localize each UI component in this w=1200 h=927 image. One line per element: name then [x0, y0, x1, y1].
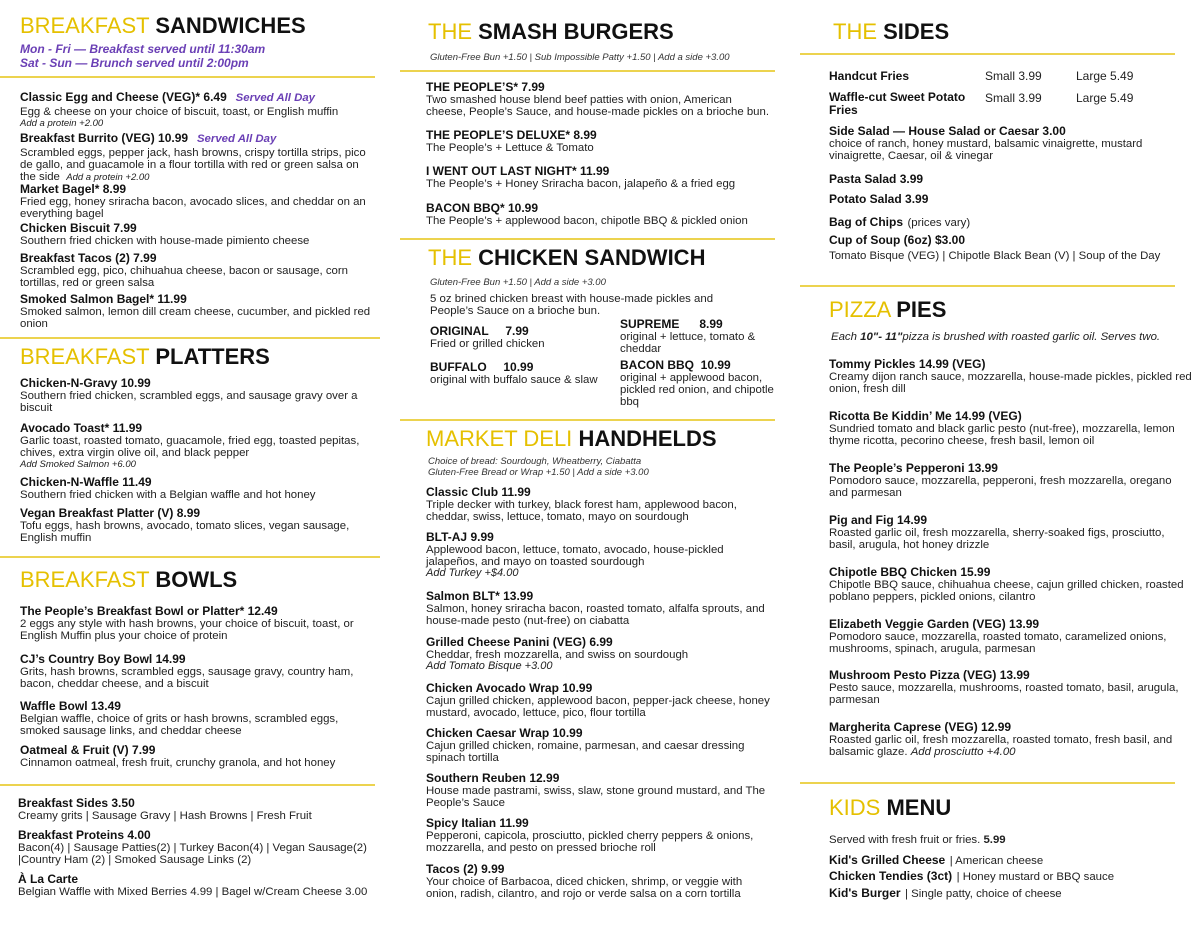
- section-divider: [0, 337, 380, 339]
- title-light: KIDS: [829, 795, 881, 820]
- item-description: Two smashed house blend beef patties with onion, American cheese, People’s Sauce, and house-made pickles on a brioche bun.: [426, 94, 770, 118]
- menu-item: [20, 700, 375, 737]
- title-light: BREAKFAST: [20, 344, 150, 369]
- item-description: The People’s + applewood bacon, chipotle BBQ & pickled onion: [426, 215, 748, 227]
- item-name: THE PEOPLE’S DELUXE* 8.99: [426, 128, 597, 142]
- item-name: À La Carte: [18, 872, 79, 886]
- menu-item: [829, 669, 1192, 706]
- section-title-breakfast-platters: [20, 345, 270, 369]
- chicken-option: [430, 325, 615, 350]
- item-name: Chicken Caesar Wrap 10.99: [426, 726, 583, 740]
- item-name: Classic Club 11.99: [426, 485, 531, 499]
- item-description: House made pastrami, swiss, slaw, stone ground mustard, and The People’s Sauce: [426, 785, 766, 809]
- item-description: Creamy dijon ranch sauce, mozzarella, house-made pickles, pickled red onion, fresh dill: [829, 371, 1192, 395]
- item-name: Market Bagel* 8.99: [20, 182, 127, 196]
- chicken-option: [430, 361, 615, 386]
- item-note: Add a protein +2.00: [66, 172, 150, 183]
- menu-item: [18, 873, 375, 898]
- item-name: Waffle Bowl 13.49: [20, 699, 121, 713]
- option-name: BUFFALO: [430, 360, 487, 374]
- menu-item: [20, 605, 375, 642]
- item-description: Tofu eggs, hash browns, avocado, tomato slices, vegan sausage, English muffin: [20, 520, 350, 544]
- menu-item: [426, 531, 771, 579]
- weekend-hours: Sat - Sun — Brunch served until 2:00pm: [20, 56, 249, 70]
- section-title-breakfast-bowls: [20, 568, 237, 592]
- deli-modifiers: [428, 456, 649, 478]
- title-bold: CHICKEN SANDWICH: [478, 245, 706, 270]
- item-description: Scrambled eggs, pepper jack, hash browns, crispy tortilla strips, pico de gallo, and guacamole in a flour tortilla with red or green salsa on the side: [20, 147, 366, 183]
- title-bold: PLATTERS: [155, 344, 270, 369]
- menu-item: [426, 636, 771, 672]
- option-name: SUPREME: [620, 317, 680, 331]
- small-price: Small 3.99: [985, 69, 1042, 83]
- option-name: ORIGINAL: [430, 324, 489, 338]
- fries-name: Waffle-cut Sweet Potato Fries: [829, 90, 966, 117]
- item-description: Pomodoro sauce, mozzarella, roasted tomato, caramelized onions, mushrooms, spinach, arugula, parmesan: [829, 631, 1167, 655]
- option-price: 7.99: [505, 324, 529, 338]
- menu-item: [829, 566, 1192, 603]
- chicken-modifiers: Gluten-Free Bun +1.50 | Add a side +3.00: [430, 277, 606, 288]
- menu-item: [20, 507, 375, 544]
- subtitle-pre: Each: [831, 331, 861, 343]
- menu-item: [829, 125, 1192, 162]
- item-name: Mushroom Pesto Pizza (VEG) 13.99: [829, 668, 1030, 682]
- item-description: Scrambled egg, pico, chihuahua cheese, bacon or sausage, corn tortillas, red or green salsa: [20, 265, 349, 289]
- title-bold: HANDHELDS: [578, 426, 717, 451]
- item-name: Ricotta Be Kiddin’ Me 14.99 (VEG): [829, 409, 1022, 423]
- item-description: Belgian waffle, choice of grits or hash browns, scrambled eggs, smoked sausage links, and cheddar cheese: [20, 713, 339, 737]
- section-title-kids-menu: [829, 796, 951, 820]
- item-name: Breakfast Proteins 4.00: [18, 828, 151, 842]
- weekday-hours: Mon - Fri — Breakfast served until 11:30am: [20, 42, 266, 56]
- title-light: BREAKFAST: [20, 567, 150, 592]
- section-title-pizza-pies: [829, 298, 946, 322]
- pizza-subtitle: [831, 331, 1160, 343]
- section-divider: [0, 556, 380, 558]
- item-name: Chicken Tendies (3ct): [829, 869, 953, 883]
- menu-item: [426, 486, 771, 523]
- lunch-column: [400, 0, 775, 927]
- item-name: Oatmeal & Fruit (V) 7.99: [20, 743, 156, 757]
- item-name: Side Salad — House Salad or Caesar 3.00: [829, 124, 1066, 138]
- item-name: Breakfast Sides 3.50: [18, 796, 135, 810]
- title-bold: SMASH BURGERS: [478, 19, 674, 44]
- item-description: Creamy grits | Sausage Gravy | Hash Browns | Fresh Fruit: [18, 810, 312, 822]
- menu-item: [829, 234, 1192, 262]
- menu-item: [20, 222, 375, 247]
- item-description: Roasted garlic oil, fresh mozzarella, roasted tomato, fresh basil, and balsamic glaze.: [829, 734, 1173, 758]
- title-light: THE: [833, 19, 877, 44]
- menu-item: [829, 358, 1192, 395]
- item-description: The People’s + Lettuce & Tomato: [426, 142, 594, 154]
- small-price: Small 3.99: [985, 91, 1042, 105]
- title-bold: PIES: [896, 297, 947, 322]
- menu-item: [829, 462, 1192, 499]
- menu-item: [426, 727, 771, 764]
- item-description: 2 eggs any style with hash browns, your choice of biscuit, toast, or English Muffin plus your choice of protein: [20, 618, 354, 642]
- item-name: Vegan Breakfast Platter (V) 8.99: [20, 506, 201, 520]
- kids-price: 5.99: [983, 834, 1006, 846]
- item-note: Add Smoked Salmon +6.00: [20, 459, 136, 470]
- menu-item: [829, 884, 1192, 902]
- item-name: BLT-AJ 9.99: [426, 530, 494, 544]
- item-name: BACON BBQ* 10.99: [426, 201, 539, 215]
- title-light: THE: [428, 19, 472, 44]
- chicken-option: [620, 359, 775, 408]
- menu-item: [426, 682, 771, 719]
- large-price: Large 5.49: [1076, 91, 1134, 105]
- item-name: Pig and Fig 14.99: [829, 513, 928, 527]
- menu-item: [426, 863, 771, 900]
- item-description: Pepperoni, capicola, prosciutto, pickled cherry peppers & onions, mozzarella, and pesto on pressed brioche roll: [426, 830, 754, 854]
- menu-item: [426, 165, 771, 190]
- fries-name: Handcut Fries: [829, 69, 910, 83]
- item-description: Garlic toast, roasted tomato, guacamole, fried egg, toasted pepitas, chives, extra virgin olive oil, and black pepper: [20, 435, 360, 459]
- menu-item: [20, 88, 375, 129]
- item-name: Chipotle BBQ Chicken 15.99: [829, 565, 991, 579]
- item-name: Kid's Grilled Cheese: [829, 853, 946, 867]
- item-name: Breakfast Tacos (2) 7.99: [20, 251, 157, 265]
- section-divider: [400, 419, 775, 421]
- menu-item: [20, 252, 375, 289]
- item-description: Smoked salmon, lemon dill cream cheese, cucumber, and pickled red onion: [20, 306, 371, 330]
- menu-item: [20, 476, 375, 501]
- item-name: Elizabeth Veggie Garden (VEG) 13.99: [829, 617, 1040, 631]
- chicken-option: [620, 318, 775, 355]
- menu-item: [18, 829, 375, 866]
- item-name: Kid's Burger: [829, 886, 901, 900]
- item-description: Cheddar, fresh mozzarella, and swiss on sourdough: [426, 649, 689, 661]
- item-description: | Honey mustard or BBQ sauce: [956, 871, 1115, 883]
- item-description: choice of ranch, honey mustard, balsamic vinaigrette, mustard vinaigrette, Caesar, oil & vinegar: [829, 138, 1143, 162]
- option-name: BACON BBQ: [620, 358, 694, 372]
- menu-item: [20, 129, 375, 183]
- burger-modifiers: Gluten-Free Bun +1.50 | Sub Impossible Patty +1.50 | Add a side +3.00: [430, 52, 730, 63]
- item-description: Belgian Waffle with Mixed Berries 4.99 | Bagel w/Cream Cheese 3.00: [18, 886, 368, 898]
- title-light: PIZZA: [829, 297, 891, 322]
- served-all-day-tag: Served All Day: [196, 133, 277, 145]
- section-title-smash-burgers: [428, 20, 674, 44]
- item-name: Southern Reuben 12.99: [426, 771, 560, 785]
- menu-item: [20, 653, 375, 690]
- bread-choice: Choice of bread: Sourdough, Wheatberry, Ciabatta: [428, 456, 642, 467]
- subtitle-post: pizza is brushed with roasted garlic oil. Serves two.: [902, 331, 1161, 343]
- item-name: Chicken-N-Waffle 11.49: [20, 475, 152, 489]
- item-description: Bacon(4) | Sausage Patties(2) | Turkey Bacon(4) | Vegan Sausage(2) |Country Ham (2) | Smoked Sausage Links (2): [18, 842, 367, 866]
- item-name: Classic Egg and Cheese (VEG)* 6.49: [20, 90, 227, 104]
- item-name: Salmon BLT* 13.99: [426, 589, 534, 603]
- item-name: Chicken Biscuit 7.99: [20, 221, 137, 235]
- item-note: Add Turkey +$4.00: [426, 567, 519, 579]
- menu-item: [20, 183, 375, 220]
- item-description: Fried egg, honey sriracha bacon, avocado slices, and cheddar on an everything bagel: [20, 196, 366, 220]
- option-price: 10.99: [503, 360, 534, 374]
- section-divider: [0, 76, 375, 78]
- section-divider: [400, 70, 775, 72]
- title-light: MARKET DELI: [426, 426, 573, 451]
- menu-item: [20, 293, 375, 330]
- item-name: Potato Salad 3.99: [829, 192, 929, 206]
- item-description: | Single patty, choice of cheese: [904, 888, 1062, 900]
- item-description: Tomato Bisque (VEG) | Chipotle Black Bean (V) | Soup of the Day: [829, 250, 1161, 262]
- item-description: Grits, hash browns, scrambled eggs, sausage gravy, country ham, bacon, cheddar cheese, and a biscuit: [20, 666, 354, 690]
- menu-item: [829, 213, 1192, 231]
- item-description: Southern fried chicken with a Belgian waffle and hot honey: [20, 489, 316, 501]
- menu-item: [426, 817, 771, 854]
- section-divider: [800, 53, 1175, 55]
- menu-item: [829, 618, 1192, 655]
- item-description: Sundried tomato and black garlic pesto (nut-free), mozzarella, lemon thyme ricotta, pecorino cheese, fresh basil, lemon oil: [829, 423, 1175, 447]
- menu-item: [829, 867, 1192, 885]
- item-name: Avocado Toast* 11.99: [20, 421, 143, 435]
- section-title-sides: [833, 20, 949, 44]
- sides-pizza-kids-column: [800, 0, 1200, 927]
- breakfast-column: [0, 0, 383, 927]
- section-title-chicken-sandwich: [428, 246, 705, 270]
- menu-item: [426, 772, 771, 809]
- item-description: Cajun grilled chicken, applewood bacon, pepper-jack cheese, honey mustard, avocado, lettuce, pico, flour tortilla: [426, 695, 770, 719]
- menu-item: [829, 514, 1192, 551]
- item-name: Grilled Cheese Panini (VEG) 6.99: [426, 635, 613, 649]
- item-name: Tommy Pickles 14.99 (VEG): [829, 357, 986, 371]
- item-name: I WENT OUT LAST NIGHT* 11.99: [426, 164, 610, 178]
- item-description: Your choice of Barbacoa, diced chicken, shrimp, or veggie with onion, radish, cilantro, and rojo or verde salsa on a corn tortilla: [426, 876, 743, 900]
- pizza-size: 10"- 11": [860, 331, 903, 343]
- chicken-intro: 5 oz brined chicken breast with house-made pickles and People’s Sauce on a brioche bun.: [430, 293, 714, 317]
- menu-item: [426, 129, 771, 154]
- title-bold: SANDWICHES: [155, 13, 306, 38]
- option-description: Fried or grilled chicken: [430, 338, 545, 350]
- item-description: The People’s + Honey Sriracha bacon, jalapeño & a fried egg: [426, 178, 736, 190]
- item-name: Tacos (2) 9.99: [426, 862, 505, 876]
- option-price: 10.99: [700, 358, 731, 372]
- menu-item: [20, 422, 375, 470]
- item-name: Chicken-N-Gravy 10.99: [20, 376, 151, 390]
- item-name: The People’s Breakfast Bowl or Platter* 12.49: [20, 604, 278, 618]
- menu-item: [829, 721, 1192, 758]
- served-all-day-tag: Served All Day: [235, 92, 315, 104]
- menu-item: [20, 377, 375, 414]
- item-name: THE PEOPLE’S* 7.99: [426, 80, 545, 94]
- item-note: Add a protein +2.00: [20, 118, 104, 129]
- item-description: Pomodoro sauce, mozzarella, pepperoni, fresh mozzarella, oregano and parmesan: [829, 475, 1172, 499]
- option-description: original with buffalo sauce & slaw: [430, 374, 598, 386]
- item-description: | American cheese: [949, 855, 1044, 867]
- title-bold: MENU: [886, 795, 952, 820]
- breakfast-hours: [20, 42, 265, 70]
- section-divider: [400, 238, 775, 240]
- menu-item: [829, 410, 1192, 447]
- section-title-breakfast-sandwiches: [20, 14, 306, 38]
- item-name: Cup of Soup (6oz) $3.00: [829, 233, 966, 247]
- menu-item: [426, 202, 771, 227]
- item-note: (prices vary): [907, 217, 971, 229]
- menu-item: [20, 744, 375, 769]
- item-note: Add prosciutto +4.00: [910, 746, 1016, 758]
- title-light: BREAKFAST: [20, 13, 150, 38]
- item-description: Chipotle BBQ sauce, chihuahua cheese, cajun grilled chicken, roasted poblano peppers, pickled onions, cilantro: [829, 579, 1184, 603]
- section-title-market-deli: [426, 427, 717, 451]
- item-description: Salmon, honey sriracha bacon, roasted tomato, alfalfa sprouts, and house-made pesto (nut-free) on ciabatta: [426, 603, 765, 627]
- item-description: Southern fried chicken with house-made pimiento cheese: [20, 235, 310, 247]
- menu-item: [426, 81, 771, 118]
- menu-item: [18, 797, 375, 822]
- title-light: THE: [428, 245, 472, 270]
- item-description: Cinnamon oatmeal, fresh fruit, crunchy granola, and hot honey: [20, 757, 336, 769]
- section-divider: [800, 782, 1175, 784]
- option-price: 8.99: [699, 317, 723, 331]
- item-name: Bag of Chips: [829, 215, 903, 229]
- menu-item: [426, 590, 771, 627]
- item-description: Triple decker with turkey, black forest ham, applewood bacon, cheddar, swiss, lettuce, tomato, mayo on sourdough: [426, 499, 737, 523]
- title-bold: SIDES: [883, 19, 950, 44]
- option-description: original + lettuce, tomato & cheddar: [620, 331, 756, 355]
- item-description: Southern fried chicken, scrambled eggs, and sausage gravy over a biscuit: [20, 390, 358, 414]
- item-note: Add Tomato Bisque +3.00: [426, 660, 553, 672]
- item-name: Spicy Italian 11.99: [426, 816, 529, 830]
- title-bold: BOWLS: [155, 567, 238, 592]
- item-name: Breakfast Burrito (VEG) 10.99: [20, 131, 189, 145]
- item-description: Pesto sauce, mozzarella, mushrooms, roasted tomato, basil, arugula, parmesan: [829, 682, 1179, 706]
- item-description: Roasted garlic oil, fresh mozzarella, sherry-soaked figs, prosciutto, basil, arugula, hot honey drizzle: [829, 527, 1165, 551]
- kids-intro-text: Served with fresh fruit or fries.: [829, 834, 981, 846]
- kids-intro: [829, 834, 1192, 846]
- large-price: Large 5.49: [1076, 69, 1134, 83]
- item-description: Egg & cheese on your choice of biscuit, toast, or English muffin: [20, 106, 339, 118]
- section-divider: [800, 285, 1175, 287]
- item-name: The People’s Pepperoni 13.99: [829, 461, 998, 475]
- item-name: Chicken Avocado Wrap 10.99: [426, 681, 593, 695]
- item-name: CJ’s Country Boy Bowl 14.99: [20, 652, 186, 666]
- section-divider: [0, 784, 375, 786]
- item-description: Cajun grilled chicken, romaine, parmesan, and caesar dressing spinach tortilla: [426, 740, 745, 764]
- item-description: Applewood bacon, lettuce, tomato, avocado, house-pickled jalapeños, and mayo on toasted sourdough: [426, 544, 724, 568]
- item-name: Pasta Salad 3.99: [829, 172, 924, 186]
- item-name: Smoked Salmon Bagel* 11.99: [20, 292, 187, 306]
- deli-addons: Gluten-Free Bread or Wrap +1.50 | Add a side +3.00: [428, 467, 649, 478]
- item-name: Margherita Caprese (VEG) 12.99: [829, 720, 1012, 734]
- option-description: original + applewood bacon, pickled red onion, and chipotle bbq: [620, 372, 774, 408]
